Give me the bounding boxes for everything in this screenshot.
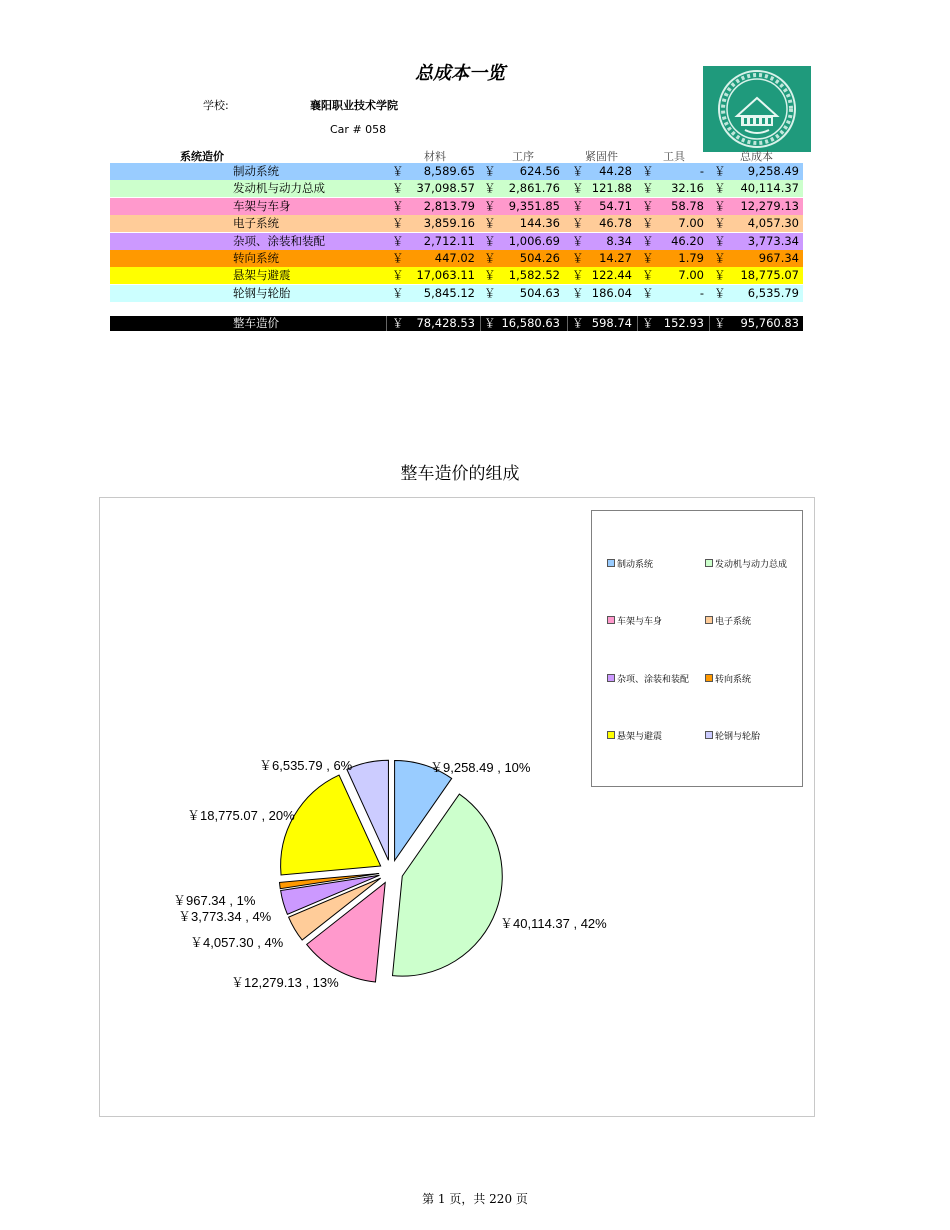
legend-item (607, 616, 662, 627)
currency-symbol: ￥ (572, 181, 584, 196)
cell-material: 5,845.12 (423, 285, 475, 300)
currency-symbol: ￥ (642, 268, 654, 283)
cell-tool: 152.93 (663, 316, 704, 330)
table-row (110, 250, 803, 267)
currency-symbol: ￥ (484, 251, 496, 265)
cell-process: 1,582.52 (508, 268, 560, 283)
table-header (110, 148, 803, 164)
cell-material: 2,813.79 (423, 198, 475, 213)
cell-divider (386, 316, 387, 331)
legend-label: 车架与车身 (617, 617, 663, 628)
cell-divider (709, 316, 710, 331)
currency-symbol: ￥ (572, 268, 584, 283)
cell-process: 1,006.69 (508, 233, 560, 248)
cell-process: 9,351.85 (508, 198, 560, 213)
school-name: 襄阳职业技术学院 (310, 99, 398, 112)
table-row (110, 233, 803, 250)
currency-symbol: ￥ (714, 198, 726, 213)
legend-item (705, 674, 751, 685)
cell-fastener: 8.34 (606, 233, 632, 248)
row-system-name: 轮钢与轮胎 (233, 285, 291, 300)
currency-symbol: ￥ (714, 216, 726, 231)
currency-symbol: ￥ (572, 216, 584, 231)
col-system: 系统造价 (180, 150, 224, 163)
data-label: ￥967.34 , 1% (173, 893, 256, 908)
legend-item (705, 731, 760, 742)
cell-tool: 46.20 (671, 233, 704, 248)
currency-symbol: ￥ (642, 198, 654, 213)
data-label: ￥6,535.79 , 6% (259, 758, 353, 773)
data-label: ￥18,775.07 , 20% (187, 808, 295, 823)
cell-material: 447.02 (434, 251, 475, 265)
row-system-name: 制动系统 (233, 164, 279, 178)
legend-swatch (607, 731, 615, 739)
row-system-name: 杂项、涂装和装配 (233, 233, 325, 248)
currency-symbol: ￥ (572, 251, 584, 265)
legend-label: 转向系统 (715, 674, 752, 685)
row-system-name: 发动机与动力总成 (233, 181, 325, 196)
currency-symbol: ￥ (392, 268, 404, 283)
currency-symbol: ￥ (642, 181, 654, 196)
cell-process: 144.36 (519, 216, 560, 231)
school-label: 学校: (203, 99, 229, 112)
cell-tool: - (699, 285, 704, 300)
cell-fastener: 46.78 (599, 216, 632, 231)
currency-symbol: ￥ (642, 233, 654, 248)
currency-symbol: ￥ (392, 285, 404, 300)
cell-tool: 1.79 (678, 251, 704, 265)
currency-symbol: ￥ (642, 216, 654, 231)
data-label: ￥9,258.49 , 10% (430, 760, 531, 775)
data-label: ￥3,773.34 , 4% (178, 909, 272, 924)
cell-total: 95,760.83 (740, 316, 799, 330)
currency-symbol: ￥ (572, 164, 584, 178)
legend-swatch (705, 731, 713, 739)
cell-material: 8,589.65 (423, 164, 475, 178)
currency-symbol: ￥ (572, 233, 584, 248)
legend-item (607, 731, 662, 742)
currency-symbol: ￥ (572, 285, 584, 300)
legend-swatch (705, 559, 713, 567)
data-label: ￥40,114.37 , 42% (500, 916, 607, 931)
cell-process: 2,861.76 (508, 181, 560, 196)
currency-symbol: ￥ (714, 316, 726, 330)
school-logo (703, 66, 811, 152)
cell-total: 40,114.37 (740, 181, 799, 196)
legend-label: 电子系统 (715, 617, 752, 628)
currency-symbol: ￥ (484, 233, 496, 248)
cell-total: 6,535.79 (747, 285, 799, 300)
currency-symbol: ￥ (484, 164, 496, 178)
col-process: 工序 (512, 150, 534, 163)
table-row (110, 267, 803, 284)
cell-tool: 32.16 (671, 181, 704, 196)
table-row (110, 180, 803, 197)
cell-total: 3,773.34 (747, 233, 799, 248)
currency-symbol: ￥ (392, 181, 404, 196)
legend-item (607, 559, 653, 570)
currency-symbol: ￥ (484, 268, 496, 283)
legend-label: 悬架与避震 (617, 731, 663, 742)
table-row (110, 285, 803, 302)
chart-title: 整车造价的组成 (400, 464, 520, 484)
currency-symbol: ￥ (572, 316, 584, 330)
row-system-name: 整车造价 (233, 316, 279, 330)
legend-item (705, 616, 751, 627)
cell-tool: 58.78 (671, 198, 704, 213)
cell-fastener: 14.27 (599, 251, 632, 265)
legend-label: 轮钢与轮胎 (715, 731, 761, 742)
currency-symbol: ￥ (392, 216, 404, 231)
currency-symbol: ￥ (572, 198, 584, 213)
row-system-name: 车架与车身 (233, 198, 291, 213)
currency-symbol: ￥ (642, 285, 654, 300)
cell-fastener: 54.71 (599, 198, 632, 213)
cell-tool: 7.00 (678, 216, 704, 231)
row-system-name: 转向系统 (233, 251, 279, 265)
currency-symbol: ￥ (484, 316, 496, 330)
table-row (110, 198, 803, 215)
table-row (110, 215, 803, 232)
cell-fastener: 44.28 (599, 164, 632, 178)
cell-tool: - (699, 164, 704, 178)
cell-total: 12,279.13 (740, 198, 799, 213)
currency-symbol: ￥ (714, 181, 726, 196)
table-total-row (110, 316, 803, 331)
chart-legend (591, 510, 803, 787)
currency-symbol: ￥ (484, 216, 496, 231)
cell-fastener: 598.74 (591, 316, 632, 330)
currency-symbol: ￥ (392, 233, 404, 248)
cell-total: 18,775.07 (740, 268, 799, 283)
cell-total: 4,057.30 (747, 216, 799, 231)
legend-label: 制动系统 (617, 560, 654, 570)
currency-symbol: ￥ (392, 316, 404, 330)
page-title: 总成本一览 (415, 63, 505, 84)
currency-symbol: ￥ (714, 268, 726, 283)
page-footer: 第 1 页，共 220 页 (422, 1192, 528, 1206)
cell-divider (637, 316, 638, 331)
cell-material: 3,859.16 (423, 216, 475, 231)
car-number: Car # 058 (330, 123, 387, 136)
legend-label: 杂项、涂装和装配 (617, 674, 690, 685)
currency-symbol: ￥ (392, 198, 404, 213)
data-label: ￥4,057.30 , 4% (190, 935, 284, 950)
cell-process: 504.63 (519, 285, 560, 300)
currency-symbol: ￥ (642, 251, 654, 265)
cell-divider (480, 316, 481, 331)
cell-material: 78,428.53 (416, 316, 475, 330)
currency-symbol: ￥ (642, 164, 654, 178)
table-row (110, 163, 803, 180)
cell-process: 624.56 (519, 164, 560, 178)
cell-fastener: 121.88 (591, 181, 632, 196)
cell-material: 37,098.57 (416, 181, 475, 196)
row-system-name: 悬架与避震 (233, 268, 291, 283)
data-label: ￥12,279.13 , 13% (231, 975, 339, 990)
currency-symbol: ￥ (484, 285, 496, 300)
legend-swatch (705, 616, 713, 624)
currency-symbol: ￥ (484, 181, 496, 196)
legend-swatch (607, 559, 615, 567)
currency-symbol: ￥ (714, 233, 726, 248)
cell-fastener: 186.04 (591, 285, 632, 300)
currency-symbol: ￥ (392, 164, 404, 178)
col-fastener: 紧固件 (585, 150, 618, 163)
currency-symbol: ￥ (484, 198, 496, 213)
cell-total: 9,258.49 (747, 164, 799, 178)
currency-symbol: ￥ (714, 164, 726, 178)
cell-tool: 7.00 (678, 268, 704, 283)
currency-symbol: ￥ (392, 251, 404, 265)
legend-swatch (607, 674, 615, 682)
legend-item (607, 674, 689, 685)
cell-fastener: 122.44 (591, 268, 632, 283)
currency-symbol: ￥ (714, 251, 726, 265)
col-material: 材料 (424, 150, 446, 163)
currency-symbol: ￥ (642, 316, 654, 330)
cell-material: 17,063.11 (416, 268, 475, 283)
legend-swatch (705, 674, 713, 682)
cell-process: 16,580.63 (501, 316, 560, 330)
cell-divider (567, 316, 568, 331)
cell-process: 504.26 (519, 251, 560, 265)
cell-material: 2,712.11 (423, 233, 475, 248)
cell-total: 967.34 (758, 251, 799, 265)
col-total: 总成本 (740, 150, 773, 163)
row-system-name: 电子系统 (233, 216, 279, 231)
col-tool: 工具 (663, 150, 685, 163)
legend-swatch (607, 616, 615, 624)
currency-symbol: ￥ (714, 285, 726, 300)
legend-item (705, 559, 787, 570)
legend-label: 发动机与动力总成 (715, 560, 788, 570)
